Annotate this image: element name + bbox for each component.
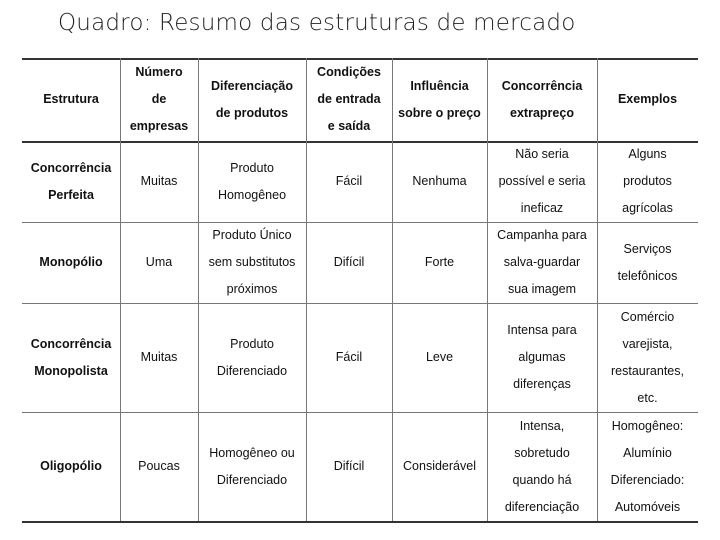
cell-text-line: Monopolista: [34, 363, 108, 378]
cell-text-line: Condições: [317, 65, 381, 79]
cell-text-line: Estrutura: [43, 92, 99, 106]
cell-text-line: Diferenciação: [211, 78, 293, 93]
table-cell-num-firms: [120, 141, 198, 222]
table-cell-non-price-competition: [487, 141, 597, 222]
table-cell-examples: [597, 303, 698, 412]
cell-text-line: Alguns: [628, 147, 667, 161]
cell-text-line: Forte: [424, 255, 455, 269]
cell-text-line: Número: [135, 65, 183, 79]
cell-text-line: Poucas: [138, 459, 180, 473]
cell-text-line: Perfeita: [48, 187, 94, 202]
table-cell-num-firms: [120, 222, 198, 303]
cell-text-line: Produto Único: [212, 228, 292, 242]
cell-text-line: Influência: [410, 78, 469, 93]
cell-text-line: de entrada: [317, 92, 381, 106]
table-hline: [22, 521, 698, 523]
table-cell-entry-exit: [306, 412, 392, 521]
cell-text-line: agrícolas: [622, 201, 673, 215]
table-cell-entry-exit: [306, 141, 392, 222]
header-structure: [22, 58, 120, 141]
cell-text-line: Alumínio: [623, 445, 672, 460]
slide-title: Quadro: Resumo das estruturas de mercado: [58, 10, 576, 36]
cell-text-line: Diferenciado: [216, 363, 288, 378]
cell-text-line: Intensa,: [519, 418, 565, 433]
cell-text-line: Comércio: [620, 309, 675, 324]
cell-text-line: varejista,: [622, 336, 673, 351]
cell-text-line: Difícil: [333, 459, 365, 473]
cell-text-line: Fácil: [335, 350, 363, 364]
table-cell-examples: [597, 222, 698, 303]
cell-text-line: Exemplos: [617, 92, 678, 106]
header-num-firms: [120, 58, 198, 141]
cell-text-line: Intensa para: [507, 323, 577, 337]
header-entry-exit: [306, 58, 392, 141]
table-cell-non-price-competition: [487, 412, 597, 521]
cell-text-line: Produto: [230, 160, 274, 175]
table-cell-num-firms: [120, 303, 198, 412]
cell-text-line: próximos: [226, 282, 278, 296]
cell-text-line: ineficaz: [520, 201, 564, 215]
cell-text-line: sobre o preço: [398, 105, 481, 120]
cell-text-line: Oligopólio: [40, 459, 102, 473]
cell-text-line: empresas: [129, 119, 189, 133]
cell-text-line: de produtos: [215, 105, 289, 120]
table-cell-differentiation: [198, 303, 306, 412]
table-cell-examples: [597, 141, 698, 222]
cell-text-line: Monopólio: [39, 255, 103, 269]
table-cell-structure: [22, 412, 120, 521]
cell-text-line: Uma: [145, 255, 173, 269]
cell-text-line: Homogêneo:: [611, 418, 684, 433]
table-cell-non-price-competition: [487, 222, 597, 303]
cell-text-line: Serviços: [623, 241, 672, 256]
table-cell-price-influence: [392, 412, 487, 521]
cell-text-line: Leve: [425, 350, 454, 364]
cell-text-line: produtos: [623, 174, 672, 188]
cell-text-line: Não seria: [515, 147, 569, 161]
cell-text-line: Diferenciado:: [610, 472, 685, 487]
cell-text-line: quando há: [512, 472, 572, 487]
cell-text-line: possível e seria: [498, 174, 586, 188]
cell-text-line: Campanha para: [497, 228, 587, 242]
table-cell-differentiation: [198, 412, 306, 521]
table-cell-structure: [22, 303, 120, 412]
cell-text-line: diferenciação: [504, 499, 580, 514]
cell-text-line: diferenças: [513, 377, 571, 391]
table-cell-examples: [597, 412, 698, 521]
cell-text-line: sobretudo: [514, 445, 570, 460]
table-cell-entry-exit: [306, 222, 392, 303]
cell-text-line: e saída: [327, 119, 371, 133]
table-cell-price-influence: [392, 222, 487, 303]
cell-text-line: Homogêneo: [217, 187, 287, 202]
cell-text-line: sem substitutos: [208, 255, 296, 269]
table-cell-structure: [22, 141, 120, 222]
cell-text-line: salva-guardar: [503, 255, 581, 269]
cell-text-line: algumas: [518, 350, 566, 364]
cell-text-line: sua imagem: [507, 282, 577, 296]
cell-text-line: Automóveis: [614, 499, 681, 514]
cell-text-line: Produto: [230, 336, 274, 351]
cell-text-line: Nenhuma: [412, 174, 467, 188]
cell-text-line: Muitas: [140, 174, 178, 188]
cell-text-line: Difícil: [333, 255, 365, 269]
table-cell-differentiation: [198, 222, 306, 303]
cell-text-line: Concorrência: [30, 160, 112, 175]
cell-text-line: Homogêneo ou: [209, 445, 295, 460]
cell-text-line: extrapreço: [510, 105, 574, 120]
cell-text-line: Diferenciado: [216, 472, 288, 487]
table-cell-entry-exit: [306, 303, 392, 412]
cell-text-line: de: [151, 92, 167, 106]
cell-text-line: Concorrência: [30, 336, 112, 351]
cell-text-line: Considerável: [403, 459, 476, 473]
header-examples: [597, 58, 698, 141]
header-price-influence: [392, 58, 487, 141]
table-cell-structure: [22, 222, 120, 303]
cell-text-line: Fácil: [335, 174, 363, 188]
cell-text-line: telefônicos: [617, 268, 678, 283]
header-non-price-competition: [487, 58, 597, 141]
cell-text-line: Concorrência: [501, 78, 583, 93]
cell-text-line: etc.: [637, 390, 658, 405]
cell-text-line: Muitas: [140, 350, 178, 364]
header-differentiation: [198, 58, 306, 141]
table-cell-price-influence: [392, 303, 487, 412]
table-cell-price-influence: [392, 141, 487, 222]
table-cell-num-firms: [120, 412, 198, 521]
table-cell-non-price-competition: [487, 303, 597, 412]
table-cell-differentiation: [198, 141, 306, 222]
cell-text-line: restaurantes,: [611, 363, 684, 378]
